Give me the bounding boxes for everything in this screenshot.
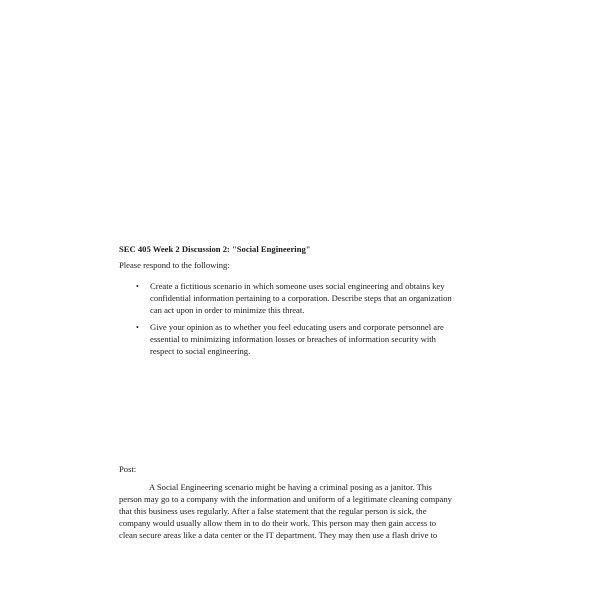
post-line-2: person may go to a company with the information and uniform of a legitimate cleaning company: [119, 494, 452, 504]
bullet-1-line-2: confidential information pertaining to a corporation. Describe steps that an organization: [150, 293, 452, 303]
post-line-4: company would usually allow them in to do their work. This person may then gain access to: [119, 518, 437, 528]
bullet-2-line-3: respect to social engineering.: [150, 346, 251, 356]
post-label: Post:: [119, 464, 137, 474]
bullet-1-line-1: Create a fictitious scenario in which someone uses social engineering and obtains key: [150, 281, 445, 291]
bullet-icon: •: [136, 282, 139, 291]
post-line-3: that this business uses regularly. After a false statement that the regular person is sick, the: [119, 506, 427, 516]
post-line-5: clean secure areas like a data center or the IT department. They may then use a flash drive to: [119, 530, 438, 540]
bullet-1-line-3: can act upon in order to minimize this threat.: [150, 305, 305, 315]
intro-text: Please respond to the following:: [119, 260, 230, 270]
bullet-2-line-2: essential to minimizing information losses or breaches of information security with: [150, 334, 436, 344]
document-title: SEC 405 Week 2 Discussion 2: "Social Engineering": [119, 244, 311, 254]
bullet-icon: •: [136, 323, 139, 332]
post-line-1: A Social Engineering scenario might be having a criminal posing as a janitor. This: [149, 482, 432, 492]
bullet-2-line-1: Give your opinion as to whether you feel educating users and corporate personnel are: [150, 322, 444, 332]
